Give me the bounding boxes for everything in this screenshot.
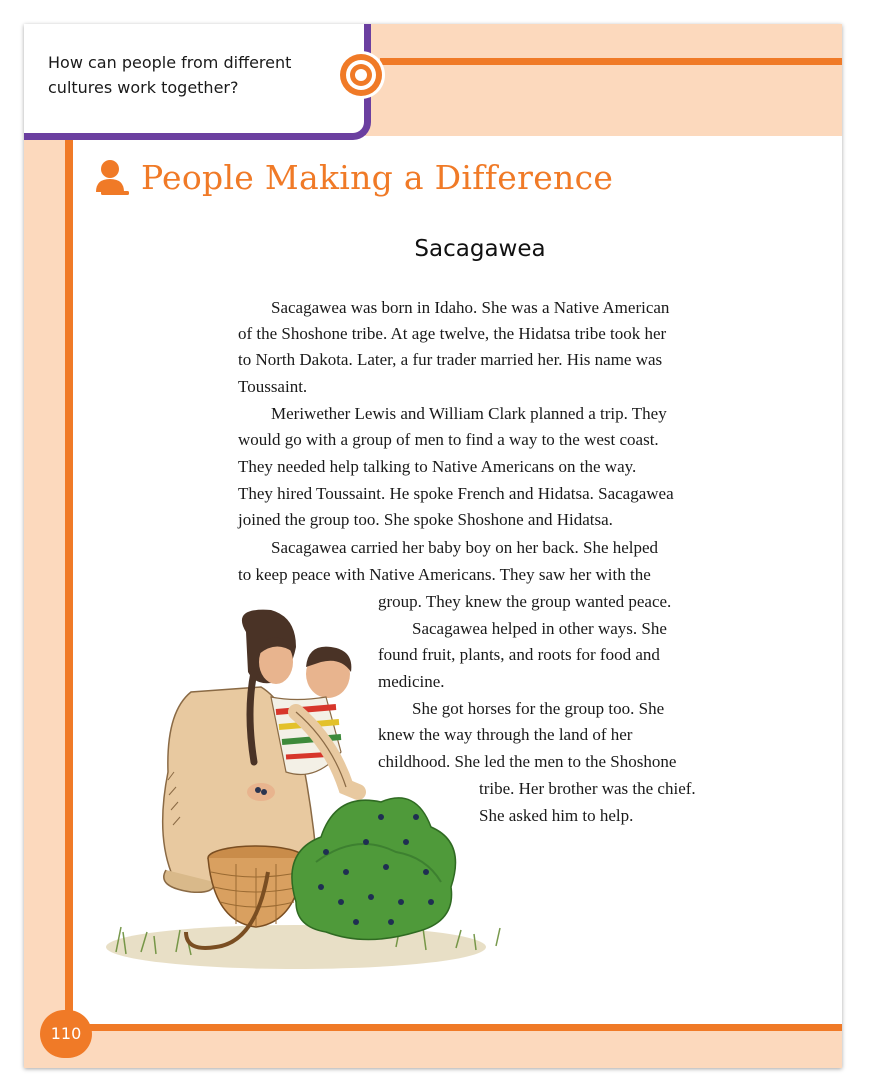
essential-question [48, 50, 338, 100]
text-line: Toussaint. [238, 377, 308, 396]
article-title: Sacagawea [414, 236, 546, 262]
text-line: Sacagawea helped in other ways. She [412, 619, 667, 638]
text-line: to North Dakota. Later, a fur trader married her. His name was [238, 350, 663, 369]
text-line: They hired Toussaint. He spoke French and Hidatsa. Sacagawea [238, 484, 674, 503]
text-line: found fruit, plants, and roots for food and [378, 645, 660, 664]
text-line: group. They knew the group wanted peace. [378, 592, 672, 611]
text-line: She got horses for the group too. She [412, 699, 665, 718]
text-line: childhood. She led the men to the Shoshone [378, 752, 677, 771]
target-icon [336, 50, 386, 100]
page-number: 110 [40, 1010, 92, 1058]
question-line-2: cultures work together? [48, 78, 239, 97]
text-line: She asked him to help. [479, 806, 634, 825]
text-line: joined the group too. She spoke Shoshone and Hidatsa. [238, 510, 613, 529]
text-line: Sacagawea carried her baby boy on her back. She helped [271, 538, 659, 557]
section-title: People Making a Difference [141, 158, 614, 197]
text-line: Sacagawea was born in Idaho. She was a Native American [271, 298, 670, 317]
question-line-1: How can people from different [48, 53, 292, 72]
bottom-rule [80, 1024, 842, 1031]
text-line: knew the way through the land of her [378, 725, 633, 744]
text-line: would go with a group of men to find a way to the west coast. [238, 430, 659, 449]
text-line: medicine. [378, 672, 445, 691]
sacagawea-illustration [96, 602, 536, 982]
left-rule [65, 136, 73, 1024]
text-line: of the Shoshone tribe. At age twelve, the Hidatsa tribe took her [238, 324, 667, 343]
text-line: tribe. Her brother was the chief. [479, 779, 696, 798]
text-line: They needed help talking to Native Americans on the way. [238, 457, 637, 476]
text-line: to keep peace with Native Americans. They saw her with the [238, 565, 651, 584]
section-heading [95, 158, 613, 197]
text-line: Meriwether Lewis and William Clark planned a trip. They [271, 404, 667, 423]
top-rule [380, 58, 842, 65]
person-icon [95, 159, 129, 197]
